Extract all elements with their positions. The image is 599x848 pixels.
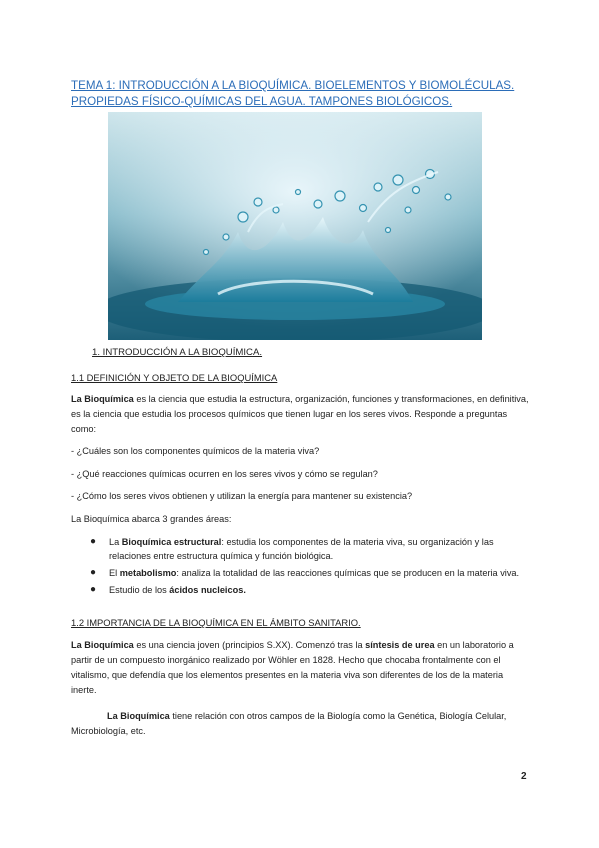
text-span: tiene relación con otros campos de la Biología como la Genética, Biología Celular, Microbiología, etc. — [71, 711, 507, 736]
subsection-heading-1-1: 1.1 DEFINICIÓN Y OBJETO DE LA BIOQUÍMICA — [71, 372, 278, 383]
text-span: en un laboratorio a partir de un compuesto inorgánico realizado por Wöhler en 1828. Hecho que chocaba frontalmente con el vitalismo, que defendía que los elementos presentes en la materia viva son diferentes de los de la materia inerte. — [71, 640, 514, 695]
bold-term: La Bioquímica — [71, 640, 134, 650]
bold-term: ácidos nucleicos. — [169, 585, 246, 595]
text-span: : estudia los componentes de la materia viva, su organización y las relaciones entre estructura química y función biológica. — [109, 537, 494, 561]
text-span: Estudio de los — [109, 585, 170, 595]
text-span: es una ciencia joven (principios S.XX). Comenzó tras la — [133, 640, 366, 650]
bullet-icon: ● — [90, 567, 97, 578]
bold-term: Bioquímica estructural — [121, 537, 222, 547]
section-heading: 1. INTRODUCCIÓN A LA BIOQUÍMICA. — [92, 347, 263, 358]
page-title: TEMA 1: INTRODUCCIÓN A LA BIOQUÍMICA. BIOELEMENTOS Y BIOMOLÉCULAS. PROPIEDAS FÍSICO-QUÍMICAS DEL AGUA. TAMPONES BIOLÓGICOS. — [71, 79, 515, 108]
subsection-heading-1-2: 1.2 IMPORTANCIA DE LA BIOQUÍMICA EN EL ÁMBITO SANITARIO. — [71, 617, 361, 628]
list-item — [71, 583, 531, 597]
bold-term: síntesis de urea — [365, 640, 435, 650]
paragraph-importance — [71, 638, 531, 698]
bold-term: La Bioquímica — [107, 711, 170, 721]
water-splash-image — [108, 112, 482, 340]
question-3: - ¿Cómo los seres vivos obtienen y utilizan la energía para mantener su existencia? — [71, 491, 413, 501]
list-item — [71, 535, 531, 563]
list-item — [71, 566, 531, 580]
question-1: - ¿Cuáles son los componentes químicos de la materia viva? — [71, 446, 320, 456]
text-span: El — [109, 568, 120, 578]
bullet-icon: ● — [90, 584, 97, 595]
text-span: es la ciencia que estudia la estructura, organización, funciones y transformaciones, en definitiva, es la ciencia que estudia los procesos químicos que tienen lugar en los seres vivos. Responde a preguntas como: — [71, 394, 529, 434]
bullet-icon: ● — [90, 536, 97, 547]
bold-term: La Bioquímica — [71, 394, 134, 404]
bold-term: metabolismo — [119, 568, 177, 578]
text-span: : analiza la totalidad de las reacciones químicas que se producen en la materia viva. — [176, 568, 520, 578]
text-span: La — [109, 537, 122, 547]
paragraph-definition — [71, 392, 531, 437]
question-2: - ¿Qué reacciones químicas ocurren en los seres vivos y cómo se regulan? — [71, 469, 378, 479]
page-number: 2 — [521, 771, 527, 782]
paragraph-relations — [71, 709, 531, 739]
areas-list — [71, 535, 531, 600]
areas-intro: La Bioquímica abarca 3 grandes áreas: — [71, 514, 232, 524]
